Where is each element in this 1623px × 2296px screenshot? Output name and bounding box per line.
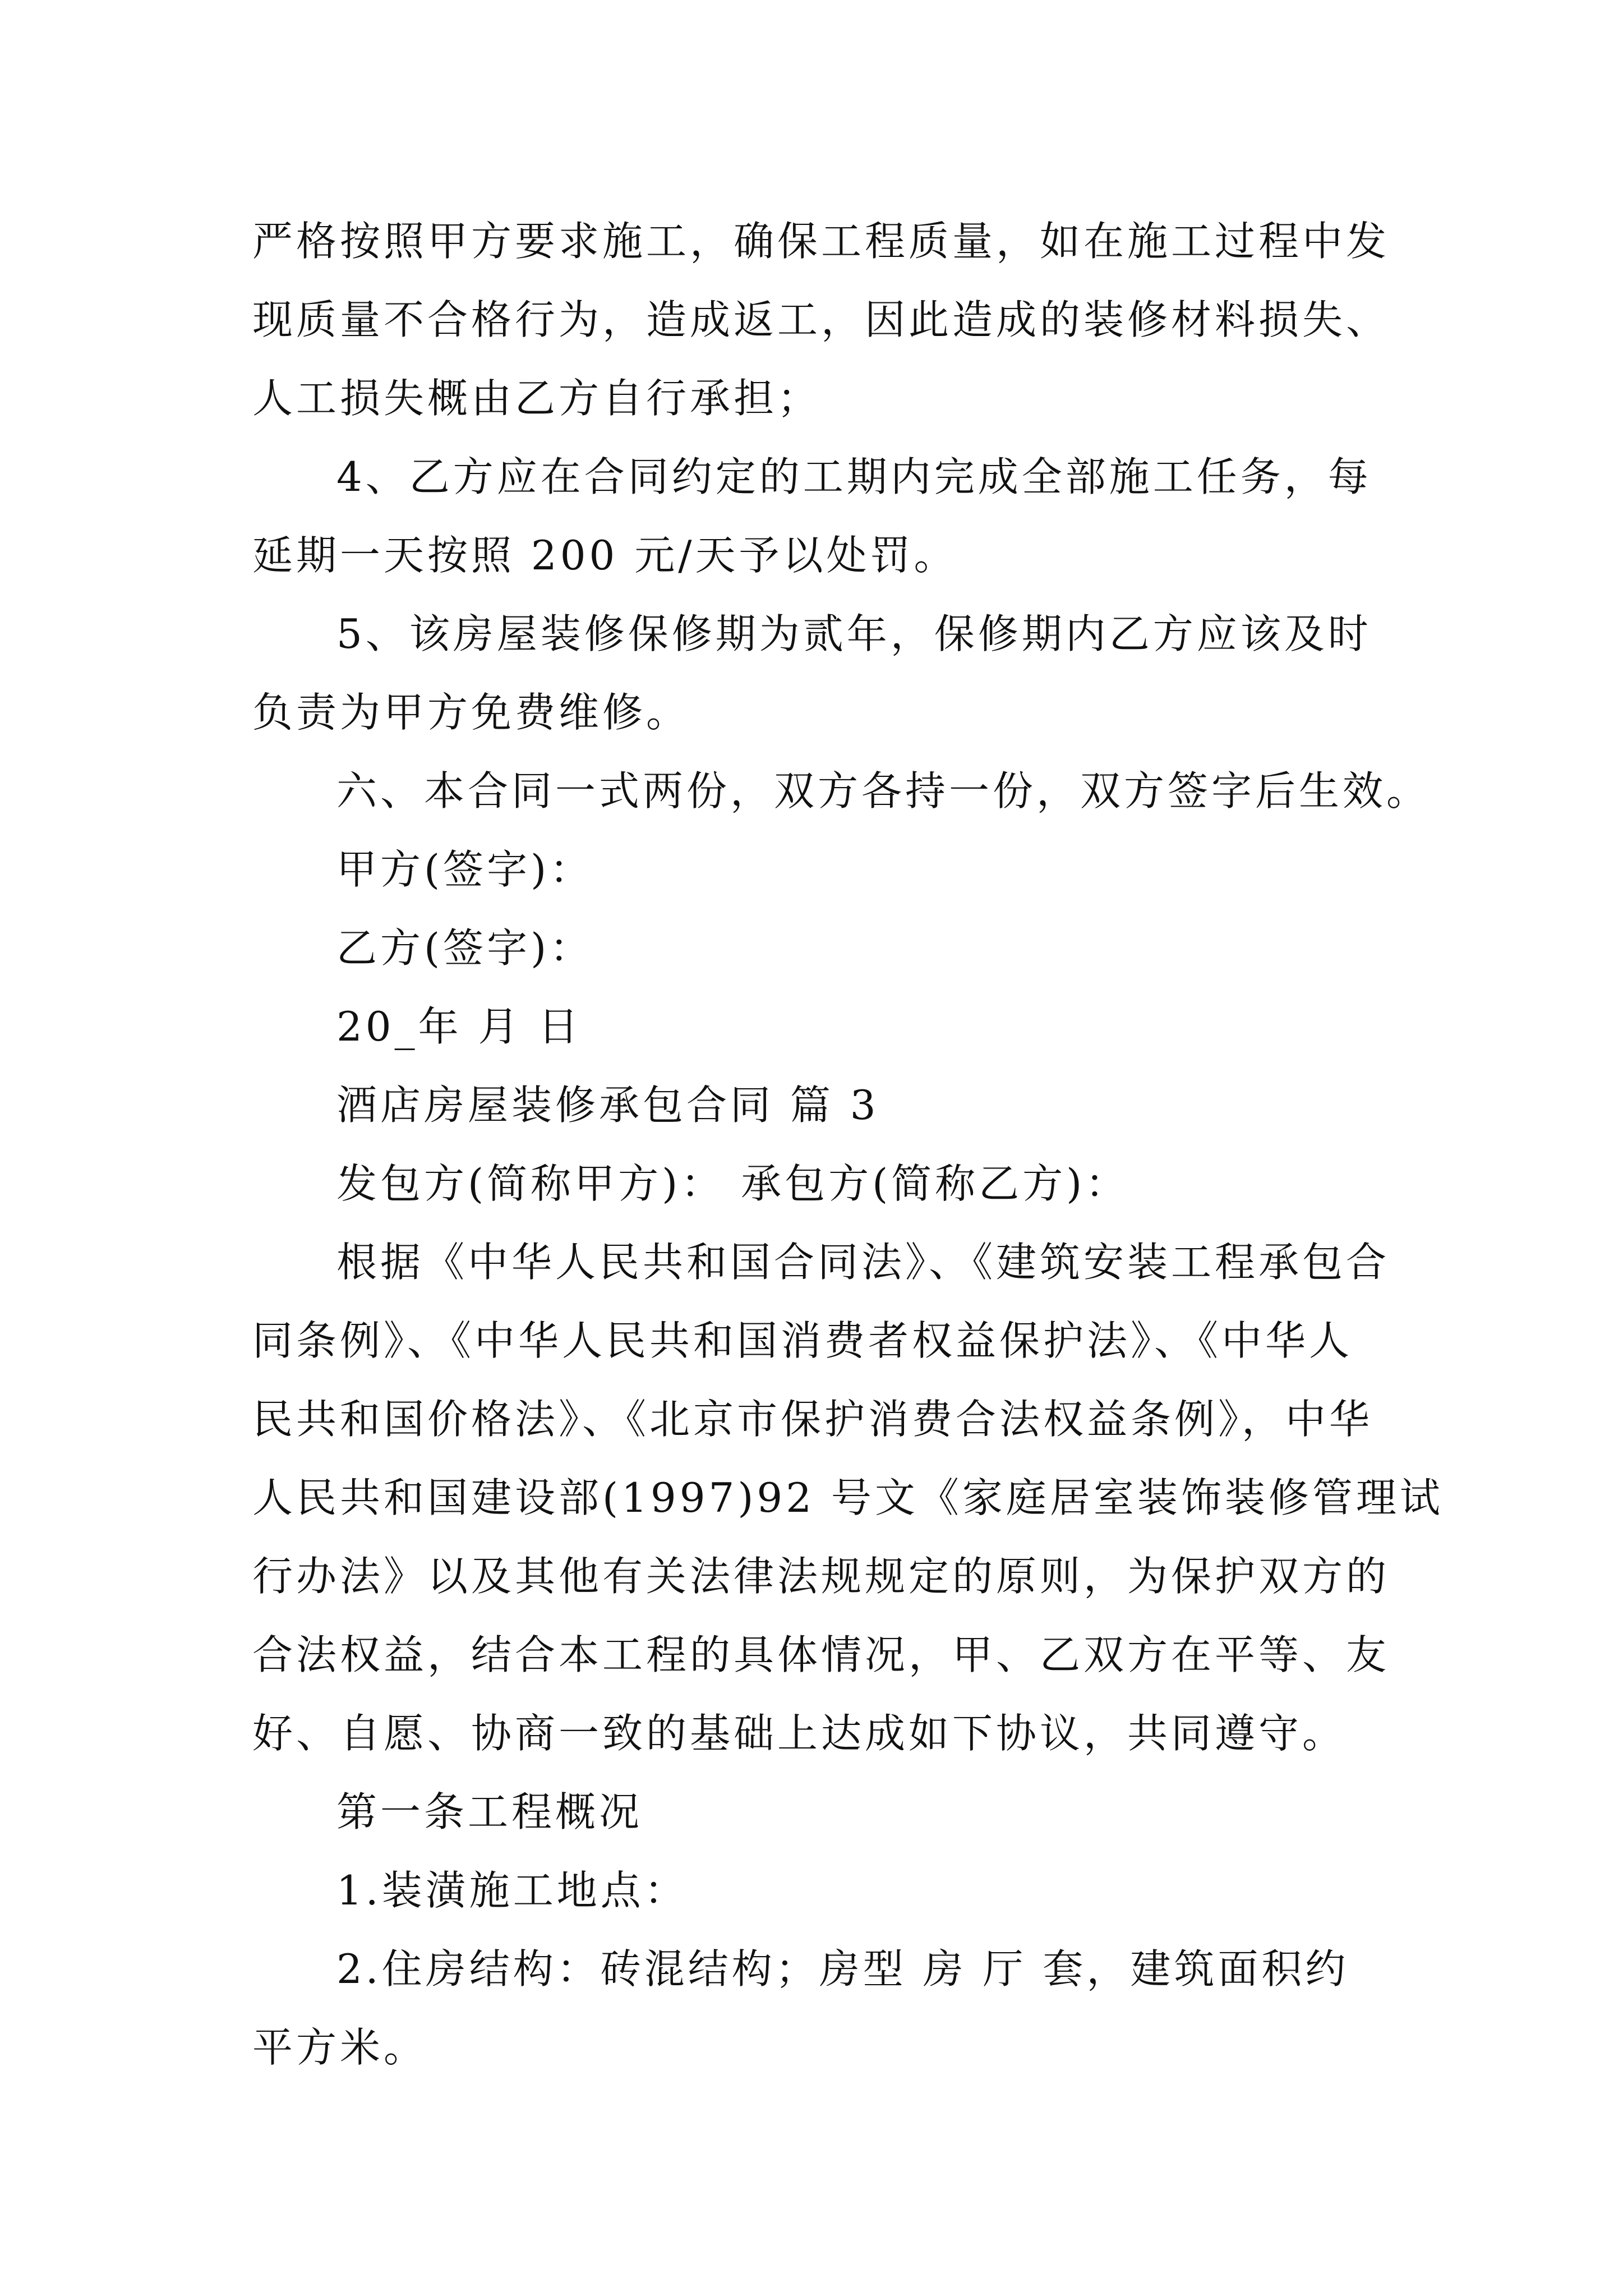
text-line: 好、自愿、协商一致的基础上达成如下协议，共同遵守。 [252,1710,1347,1757]
signature-line-party-a: 甲方(签字)： [336,846,594,893]
text-line: 人民共和国建设部(1997)92 号文《家庭居室装饰装修管理试 [252,1474,1444,1521]
parties-line: 发包方(简称甲方)： 承包方(简称乙方)： [336,1160,1129,1207]
text-line: 行办法》以及其他有关法律法规规定的原则，为保护双方的 [252,1553,1390,1600]
text-line: 延期一天按照 200 元/天予以处罚。 [252,532,958,579]
text-line: 人工损失概由乙方自行承担； [252,375,822,422]
text-line: 同条例》、《中华人民共和国消费者权益保护法》、《中华人 [252,1317,1353,1364]
section-title: 酒店房屋装修承包合同 篇 3 [336,1082,879,1129]
text-line: 平方米。 [252,2024,428,2071]
date-line: 20_年 月 日 [336,1003,582,1050]
text-line: 合法权益，结合本工程的具体情况，甲、乙双方在平等、友 [252,1631,1390,1678]
text-line: 六、本合同一式两份，双方各持一份，双方签字后生效。 [336,767,1431,815]
text-line: 现质量不合格行为，造成返工，因此造成的装修材料损失、 [252,296,1390,343]
text-line: 1.装潢施工地点： [336,1867,688,1914]
signature-line-party-b: 乙方(签字)： [336,924,594,972]
text-line: 负责为甲方免费维修。 [252,689,690,736]
text-line: 严格按照甲方要求施工，确保工程质量，如在施工过程中发 [252,218,1390,265]
text-line: 4、乙方应在合同约定的工期内完成全部施工任务，每 [336,453,1372,500]
text-line: 2.住房结构：砖混结构；房型 房 厅 套，建筑面积约 [336,1945,1349,1993]
text-line: 民共和国价格法》、《北京市保护消费合法权益条例》，中华 [252,1396,1373,1443]
text-line: 根据《中华人民共和国合同法》、《建筑安装工程承包合 [336,1239,1390,1286]
text-line: 5、该房屋装修保修期为贰年，保修期内乙方应该及时 [336,610,1372,657]
article-heading: 第一条工程概况 [336,1788,643,1835]
